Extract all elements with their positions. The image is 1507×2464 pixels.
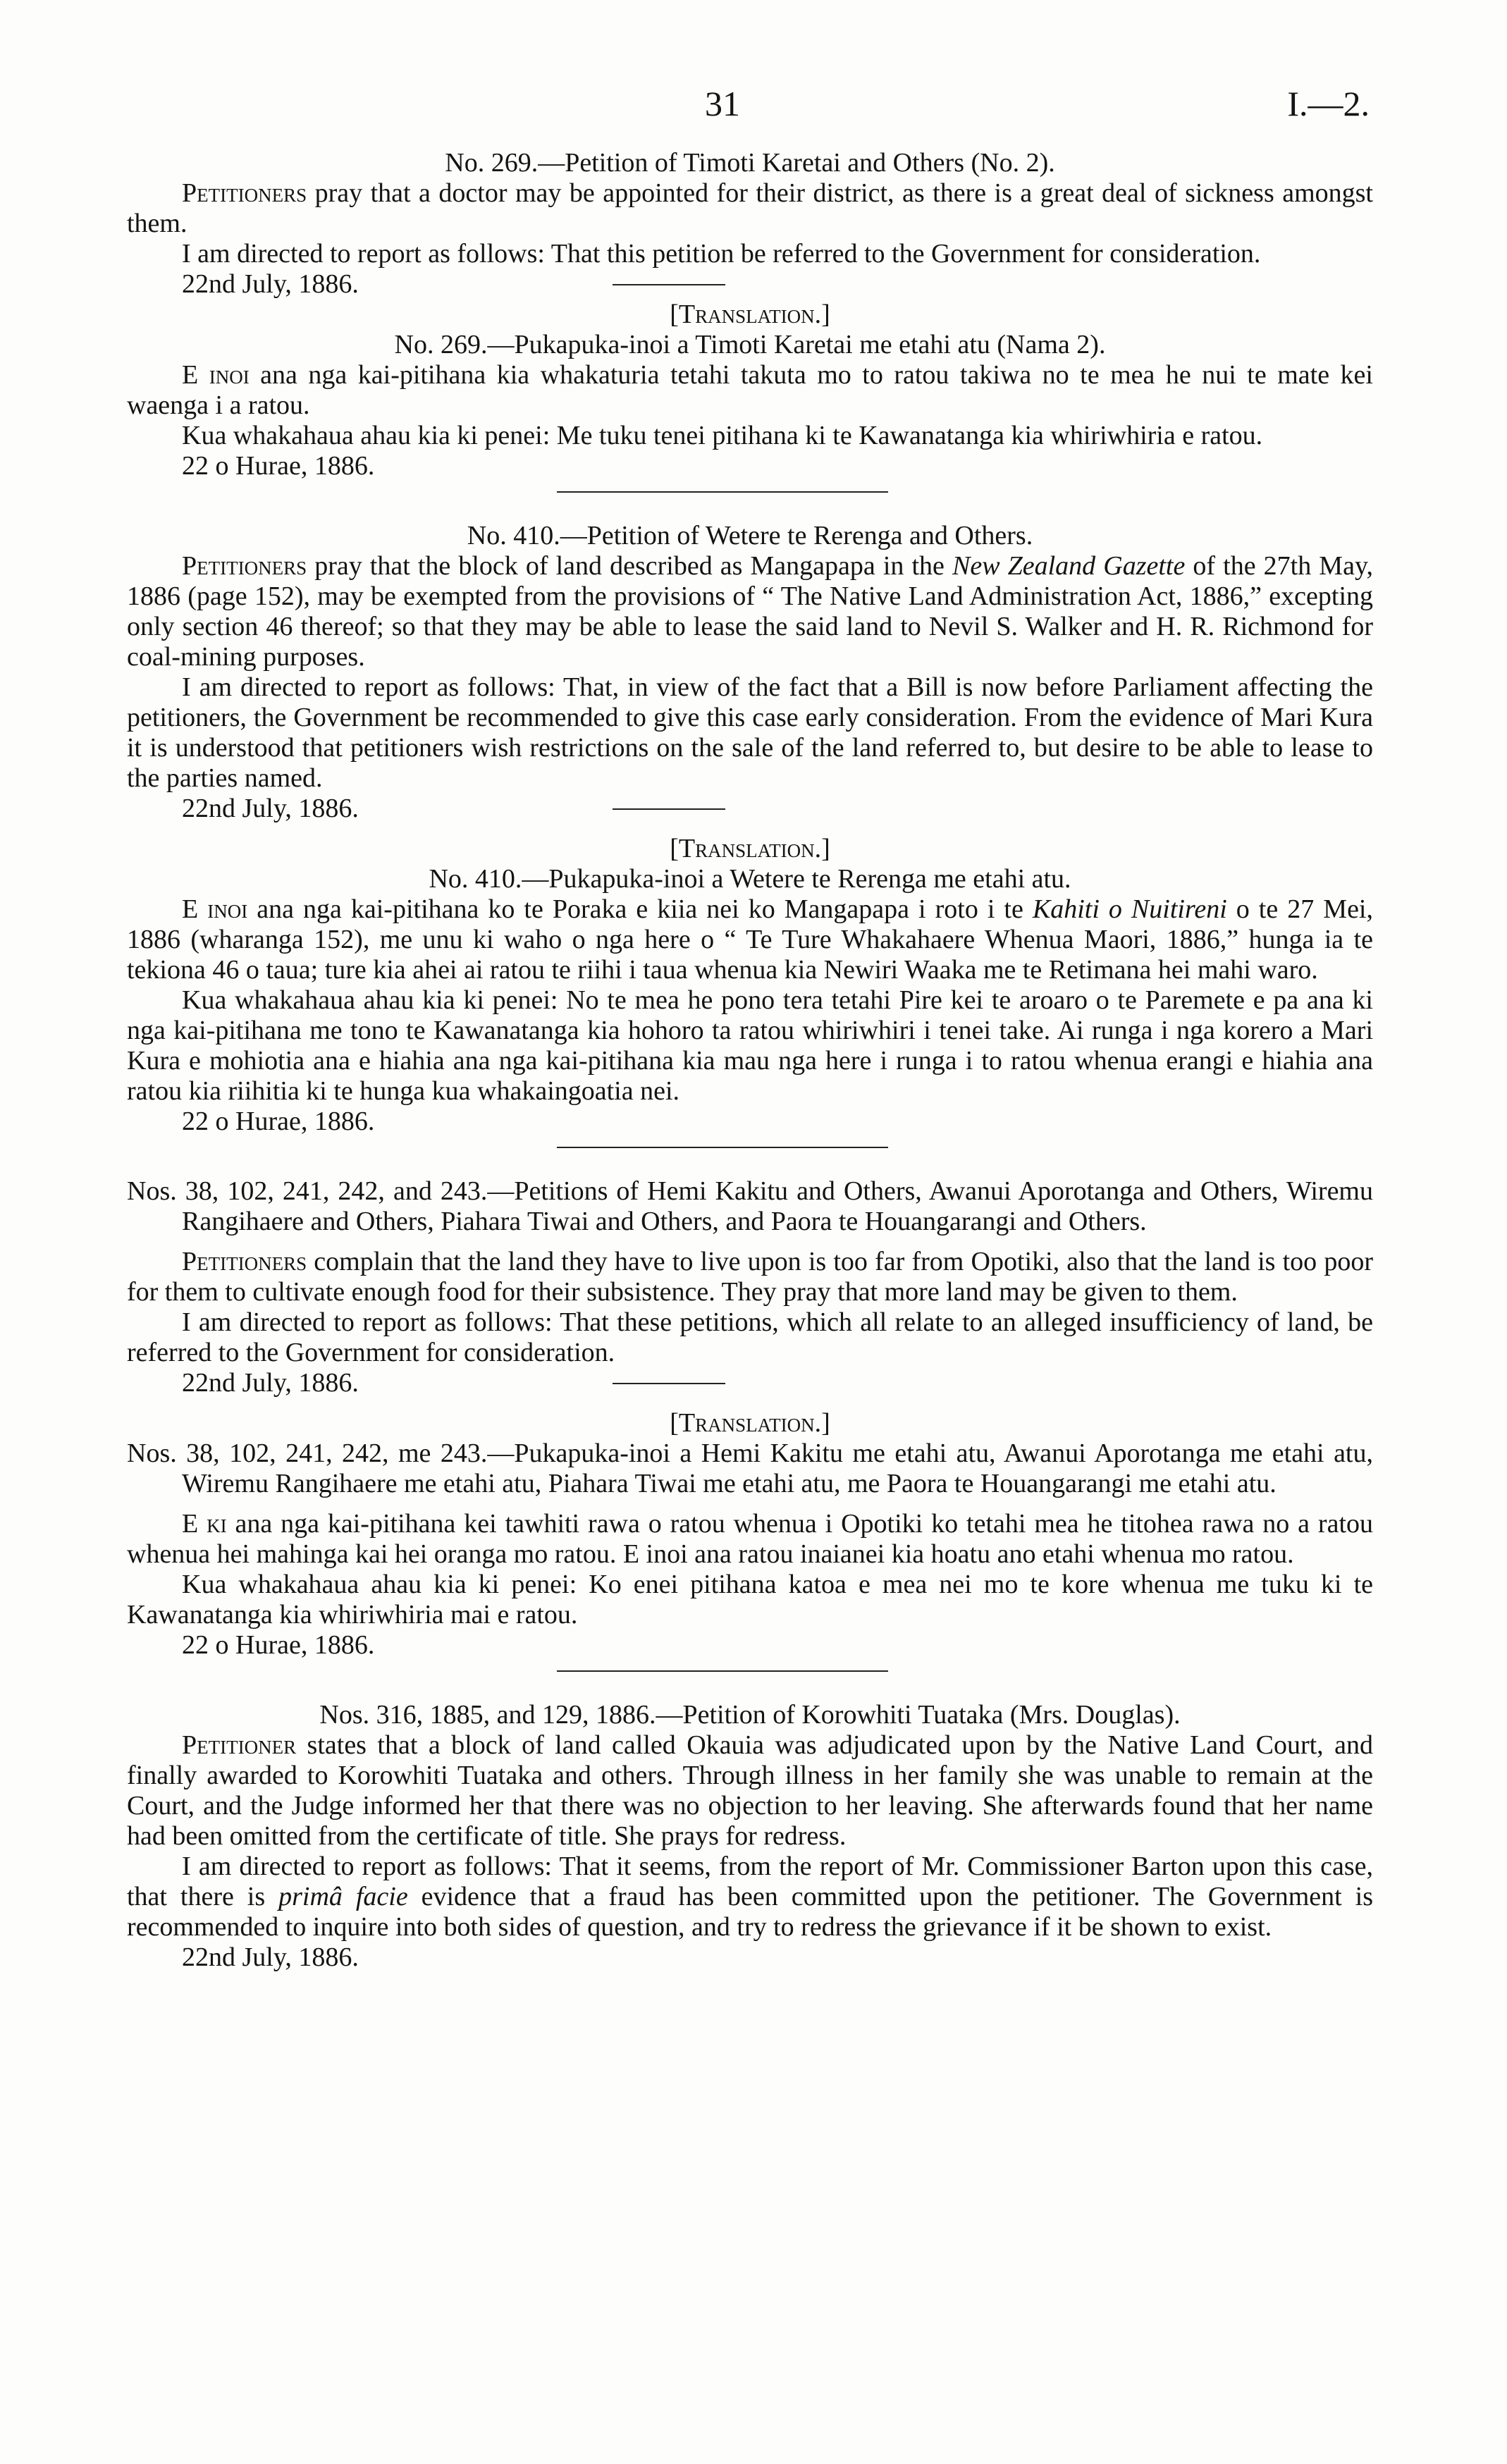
lead-word: Petitioners xyxy=(182,551,307,581)
petition-body-b: of the 27th May, 1886 (page 152), may be exempted from the provisions of “ The Native Land Administration Act, 1886,” excepting only section 46 thereof; so that they may be able to lease the said land to Nevil S. Walker and H. R. Richmond for coal-mining purposes. xyxy=(127,551,1373,672)
report-text: I am directed to report as follows: That this petition be referred to the Government for consideration. xyxy=(182,239,1261,269)
translation-text xyxy=(127,894,1373,985)
petition-title: Nos. 38, 102, 241, 242, and 243.—Petitions of Hemi Kakitu and Others, Awanui Aporotanga and Others, Wiremu Rangihaere and Others, Piahara Tiwai and Others, and Paora te Houangarangi and Others. xyxy=(127,1176,1373,1236)
report-body-a: I am directed to report as follows: That it seems, from the report of Mr. Commissioner Barton upon this case, that there is xyxy=(127,1852,1373,1911)
translation-report: Kua whakahaua ahau kia ki penei: No te mea he pono tera tetahi Pire kei te aroaro o te Paremete e pa ana ki nga kai-pitihana me tono te Kawanatanga kia hohoro ta ratou whiriwhiri i tenei take. Ai runga i nga korero a Mari Kura e mohiotia ana e hiahia ana nga kai-pitihana kia mau nga here i runga i to ratou whenua erangi e hiahia ana ratou kia riihitia ki te hunga kua whakaingoatia nei. xyxy=(127,985,1373,1106)
petition-text xyxy=(127,551,1373,672)
petition-title: Nos. 316, 1885, and 129, 1886.—Petition of Korowhiti Tuataka (Mrs. Douglas). xyxy=(319,1700,1181,1730)
petition-text xyxy=(127,1730,1373,1852)
date-line xyxy=(127,794,1373,824)
translation-label: [Translation.] xyxy=(670,300,830,329)
report-date: 22nd July, 1886. xyxy=(182,1942,359,1972)
petitions-38-243 xyxy=(127,1176,1373,1661)
petition-text xyxy=(127,178,1373,239)
date-line xyxy=(127,269,1373,300)
report-body-b: evidence that a fraud has been committed upon the petitioner. The Government is recommended to inquire into both sides of question, and try to redress the grievance if it be shown to exist. xyxy=(127,1882,1374,1942)
translation-report: Kua whakahaua ahau kia ki penei: Me tuku tenei pitihana ki te Kawanatanga kia whiriwhiria e ratou. xyxy=(182,421,1263,450)
document-reference: I.—2. xyxy=(1287,84,1370,123)
petition-title: No. 269.—Petition of Timoti Karetai and Others (No. 2). xyxy=(445,148,1055,178)
report-date: 22nd July, 1886. xyxy=(182,269,359,299)
kahiti-name: Kahiti o Nuitireni xyxy=(1032,894,1227,924)
lead-word: E inoi xyxy=(182,360,250,390)
translation-label: [Translation.] xyxy=(670,1408,830,1438)
date-line xyxy=(127,1368,1373,1398)
petition-316 xyxy=(127,1700,1373,1973)
translation-title: Nos. 38, 102, 241, 242, me 243.—Pukapuka-inoi a Hemi Kakitu me etahi atu, Awanui Aporotanga me etahi atu, Wiremu Rangihaere me etahi atu, Piahara Tiwai me etahi atu, me Paora te Houangarangi me etahi atu. xyxy=(127,1439,1373,1498)
gazette-name: New Zealand Gazette xyxy=(952,551,1186,581)
short-rule xyxy=(613,1383,725,1384)
page-number: 31 xyxy=(705,84,740,123)
petition-body-a: pray that the block of land described as Mangapapa in the xyxy=(307,551,952,581)
report-date: 22nd July, 1886. xyxy=(182,1368,359,1398)
petition-body: complain that the land they have to live upon is too far from Opotiki, also that the land is too poor for them to cultivate enough food for their subsistence. They pray that more land may be given to them. xyxy=(127,1247,1373,1307)
short-rule xyxy=(613,284,725,285)
report-date: 22nd July, 1886. xyxy=(182,794,359,823)
translation-title: No. 269.—Pukapuka-inoi a Timoti Karetai me etahi atu (Nama 2). xyxy=(394,330,1106,359)
translation-text xyxy=(127,360,1373,421)
petition-title: No. 410.—Petition of Wetere te Rerenga and Others. xyxy=(467,521,1033,550)
translation-text xyxy=(127,1509,1373,1570)
translation-body: ana nga kai-pitihana kei tawhiti rawa o ratou whenua i Opotiki ko tetahi mea he titohea rawa no a ratou whenua hei mahinga kai hei oranga mo ratou. E inoi ana ratou inaianei kia hoatu ano etahi whenua mo ratou. xyxy=(127,1509,1374,1569)
petition-body: pray that a doctor may be appointed for their district, as there is a great deal of sickness amongst them. xyxy=(127,178,1373,238)
report-text: I am directed to report as follows: That these petitions, which all relate to an alleged insufficiency of land, be referred to the Government for consideration. xyxy=(127,1307,1373,1367)
translation-date: 22 o Hurae, 1886. xyxy=(182,451,375,481)
report-text xyxy=(127,1852,1373,1942)
report-text: I am directed to report as follows: That, in view of the fact that a Bill is now before Parliament affecting the petitioners, the Government be recommended to give this case early consideration. From the evidence of Mari Kura it is understood that petitioners wish restrictions on the sale of the land referred to, but desire to be able to lease to the parties named. xyxy=(127,672,1373,793)
petition-410 xyxy=(127,521,1373,1137)
lead-word: Petitioners xyxy=(182,178,307,208)
translation-body-a: ana nga kai-pitihana ko te Poraka e kiia nei ko Mangapapa i roto i te xyxy=(247,894,1033,924)
translation-title: No. 410.—Pukapuka-inoi a Wetere te Rerenga me etahi atu. xyxy=(429,864,1071,894)
petition-text xyxy=(127,1247,1373,1307)
petition-body: states that a block of land called Okauia was adjudicated upon by the Native Land Court, and finally awarded to Korowhiti Tuataka and others. Through illness in her family she was unable to remain at the Court, and the Judge informed her that there was no objection to her leaving. She afterwards found that her name had been omitted from the certificate of title. She prays for redress. xyxy=(127,1730,1373,1851)
petition-269 xyxy=(127,148,1373,481)
latin-phrase: primâ facie xyxy=(278,1882,408,1911)
translation-date: 22 o Hurae, 1886. xyxy=(182,1630,375,1660)
translation-report: Kua whakahaua ahau kia ki penei: Ko enei pitihana katoa e mea nei mo te kore whenua me tuku ki te Kawanatanga kia whiriwhiria mai e ratou. xyxy=(127,1570,1373,1630)
lead-word: E inoi xyxy=(182,894,248,924)
translation-body-b: o te 27 Mei, 1886 (wharanga 152), me unu ki waho o nga here o “ Te Ture Whakahaere Whenua Maori, 1886,” hunga ia te tekiona 46 o taua; ture kia ahei ai ratou te riihi i taua whenua kia Newiri Waaka me te Retimana hei mahi waro. xyxy=(127,894,1373,985)
lead-word: Petitioner xyxy=(182,1730,297,1760)
lead-word: Petitioners xyxy=(182,1247,307,1276)
lead-word: E ki xyxy=(182,1509,227,1539)
translation-date: 22 o Hurae, 1886. xyxy=(182,1107,375,1136)
translation-label: [Translation.] xyxy=(670,834,830,863)
translation-body: ana nga kai-pitihana kia whakaturia tetahi takuta mo to ratou takiwa no te mea he nui te mate kei waenga i a ratou. xyxy=(127,360,1373,420)
short-rule xyxy=(613,808,725,810)
